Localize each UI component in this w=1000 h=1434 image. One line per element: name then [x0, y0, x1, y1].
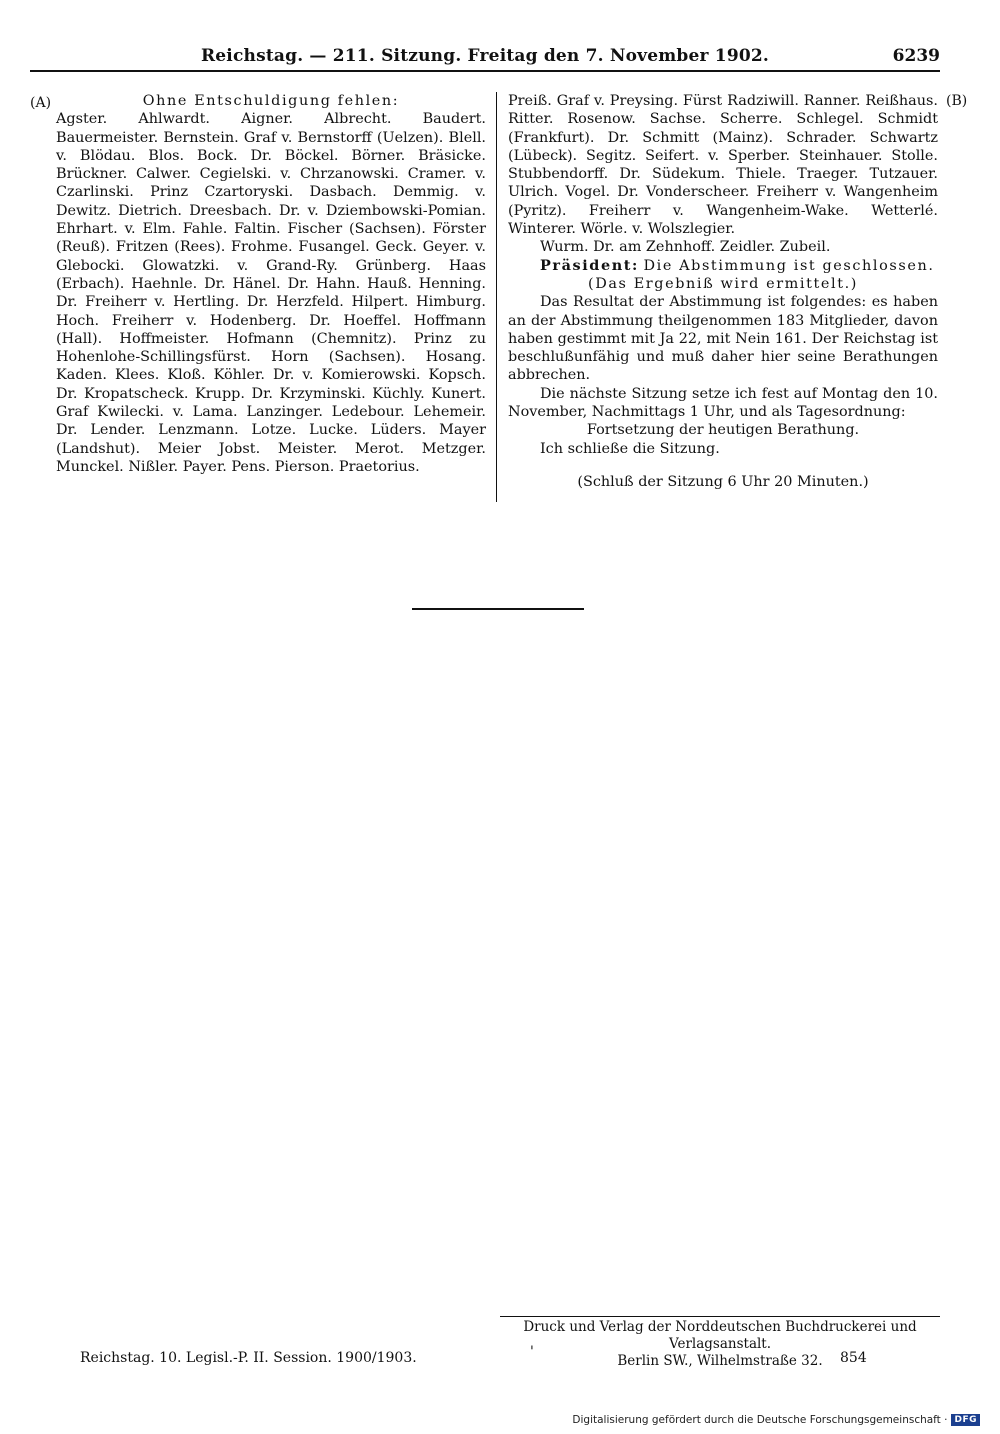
- left-column: [56, 92, 486, 476]
- absent-names-list: Agster. Ahlwardt. Aigner. Albrecht. Baudert. Bauermeister. Bernstein. Graf v. Bernstorff (Uelzen). Blell. v. Blödau. Blos. Bock. Dr. Böckel. Börner. Bräsicke. Brückner. Calwer. Cegielski. v. Chrzanowski. Cramer. v. Czarlinski. Prinz Czartoryski. Dasbach. Demmig. v. Dewitz. Dietrich. Dreesbach. Dr. v. Dziembowski-Pomian. Ehrhart. v. Elm. Fahle. Faltin. Fischer (Sachsen). Förster (Reuß). Fritzen (Rees). Frohme. Fusangel. Geck. Geyer. v. Glebocki. Glowatzki. v. Grand-Ry. Grünberg. Haas (Erbach). Haehnle. Dr. Hänel. Dr. Hahn. Hauß. Henning. Dr. Freiherr v. Hertling. Dr. Herzfeld. Hilpert. Himburg. Hoch. Freiherr v. Hodenberg. Dr. Hoeffel. Hoffmann (Hall). Hoffmeister. Hofmann (Chemnitz). Prinz zu Hohenlohe-Schillingsfürst. Horn (Sachsen). Hosang. Kaden. Klees. Kloß. Köhler. Dr. v. Komierowski. Kopsch. Dr. Kropatscheck. Krupp. Dr. Krzyminski. Küchly. Kunert. Graf Kwilecki. v. Lama. Lanzinger. Ledebour. Lehemeir. Dr. Lender. Lenzmann. Lotze. Lucke. Lüders. Mayer (Landshut). Meier Jobst. Meister. Merot. Metzger. Munckel. Nißler. Payer. Pens. Pierson. Praetorius.: [56, 111, 486, 475]
- right-column: [508, 92, 938, 491]
- header-title: Reichstag. — 211. Sitzung. Freitag den 7. November 1902.: [200, 46, 770, 66]
- page-number: 6239: [892, 46, 940, 66]
- margin-label-b: (B): [946, 93, 968, 109]
- result-paragraph: Das Resultat der Abstimmung ist folgendes: es haben an der Abstimmung theilgenommen 183 Mitglieder, davon haben gestimmt mit Ja 22, mit Nein 161. Der Reichstag ist beschlußunfähig und muß daher hier seine Berathungen abbrechen.: [508, 294, 938, 384]
- absent-heading: Ohne Entschuldigung fehlen:: [142, 93, 400, 109]
- president-label: Präsident:: [540, 256, 639, 274]
- footer-session-info: Reichstag. 10. Legisl.-P. II. Session. 1900/1903.: [80, 1350, 417, 1366]
- dfg-funding-note: [572, 1414, 980, 1426]
- result-note: (Das Ergebniß wird ermittelt.): [588, 275, 858, 292]
- margin-label-a: (A): [30, 95, 52, 111]
- page-header: [30, 46, 940, 72]
- section-divider: [412, 608, 584, 610]
- printer-line-2: Berlin SW., Wilhelmstraße 32.: [617, 1353, 823, 1369]
- dfg-note-text: Digitalisierung gefördert durch die Deutsche Forschungsgemeinschaft ·: [572, 1414, 948, 1426]
- absent-names-last-line: Wurm. Dr. am Zehnhoff. Zeidler. Zubeil.: [540, 239, 831, 256]
- president-text: Die Abstimmung ist geschlossen.: [643, 257, 935, 274]
- end-note: (Schluß der Sitzung 6 Uhr 20 Minuten.): [577, 473, 869, 490]
- printer-line-1: Druck und Verlag der Norddeutschen Buchdruckerei und Verlagsanstalt.: [523, 1319, 917, 1352]
- closing-statement: Ich schließe die Sitzung.: [540, 440, 720, 457]
- printer-imprint: [500, 1316, 940, 1370]
- next-session-paragraph: Die nächste Sitzung setze ich fest auf Montag den 10. November, Nachmittags 1 Uhr, und als Tagesordnung:: [508, 385, 938, 421]
- president-statement: [508, 257, 938, 275]
- agenda-item: Fortsetzung der heutigen Berathung.: [586, 422, 860, 439]
- dfg-logo: DFG: [951, 1414, 980, 1426]
- column-divider: [496, 92, 497, 502]
- footer-mark: ': [530, 1344, 534, 1360]
- absent-names-continued: Preiß. Graf v. Preysing. Fürst Radziwill. Ranner. Reißhaus. Ritter. Rosenow. Sachse. Scherre. Schlegel. Schmidt (Frankfurt). Dr. Schmitt (Mainz). Schrader. Schwartz (Lübeck). Segitz. Seifert. v. Sperber. Steinhauer. Stolle. Stubbendorff. Dr. Südekum. Thiele. Traeger. Tutzauer. Ulrich. Vogel. Dr. Vonderscheer. Freiherr v. Wangenheim (Pyritz). Freiherr v. Wangenheim-Wake. Wetterlé. Winterer. Wörle. v. Wolszlegier.: [508, 93, 938, 238]
- footer-sheet-number: 854: [840, 1350, 867, 1366]
